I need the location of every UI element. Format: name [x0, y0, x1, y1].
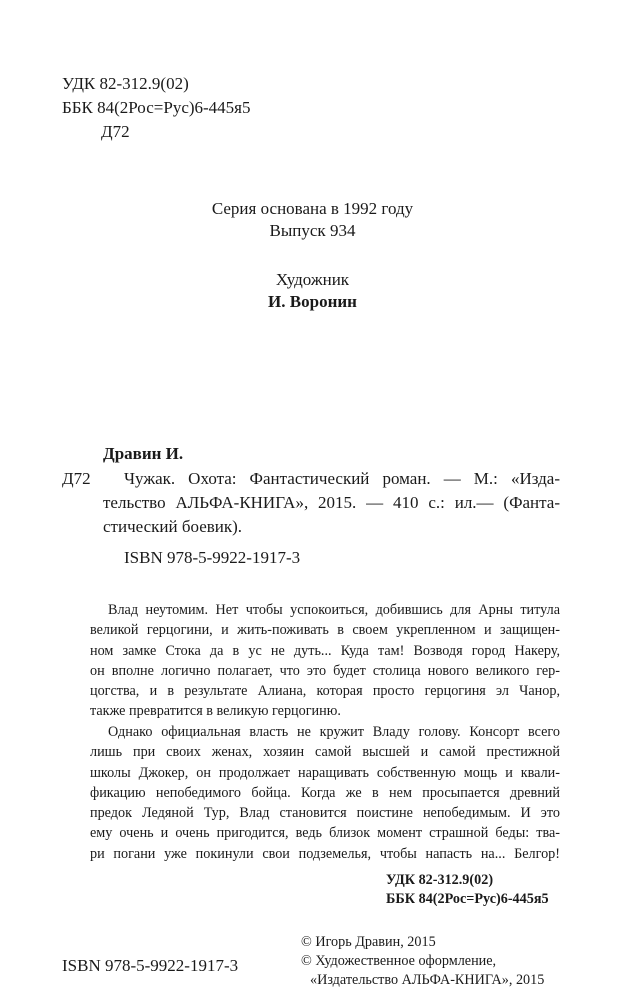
artist-name: И. Воронин [268, 292, 357, 311]
bottom-bbk: ББК 84(2Рос=Рус)6-445я5 [386, 891, 549, 907]
artist-label: Художник [275, 270, 350, 289]
annotation-line: фикацию непобедимого бойца. Когда же в нем просыпается древний [90, 784, 560, 801]
author-mark: Д72 [101, 122, 130, 141]
annotation-line: школы Джокер, он продолжает наращивать собственную мощь и квали- [90, 764, 560, 781]
bbk-code: ББК 84(2Рос=Рус)6-445я5 [62, 98, 251, 117]
copyright-publisher: «Издательство АЛЬФА-КНИГА», 2015 [310, 972, 545, 988]
udk-code: УДК 82-312.9(02) [62, 74, 189, 93]
annotation-line: также превратится в великую герцогиню. [90, 703, 341, 720]
annotation-line: лишь при своих женах, хозяин самой высшей и самой престижной [90, 744, 560, 761]
annotation-line: ему очень и очень пригодится, ведь близок момент страшной беды: тва- [90, 825, 560, 842]
bib-line-1: Чужак. Охота: Фантастический роман. — М.: «Изда- [124, 469, 560, 488]
annotation-line: великой герцогини, и жить-поживать в своем укрепленном и защищен- [90, 622, 560, 639]
footer-isbn: ISBN 978-5-9922-1917-3 [62, 956, 239, 975]
bib-author: Дравин И. [103, 444, 184, 463]
annotation-line: ном замке Стока да в ус не дуть... Куда там! Возводя город Накеру, [90, 642, 560, 659]
annotation-line: цогства, и в результате Алиана, которая просто герцогиня эл Чанор, [90, 683, 560, 700]
bib-isbn: ISBN 978-5-9922-1917-3 [124, 548, 301, 567]
annotation-line: ри погани уже покинули свои подземелья, чтобы напасть на... Белгор! [90, 845, 560, 862]
annotation-line: он вполне логично полагает, что это будет столица нового великого гер- [90, 662, 560, 679]
bib-code: Д72 [62, 469, 91, 488]
annotation-line: Однако официальная власть не кружит Владу голову. Консорт всего [108, 724, 560, 740]
series-founded: Серия основана в 1992 году [211, 199, 414, 218]
copyright-author: © Игорь Дравин, 2015 [301, 934, 436, 950]
annotation-paragraph-2 [90, 722, 560, 864]
series-issue: Выпуск 934 [269, 221, 356, 240]
bib-line-3: стический боевик). [103, 517, 243, 536]
annotation-line: предок Ледяной Тур, Влад становится поистине непобедимым. И это [90, 805, 560, 822]
bottom-udk: УДК 82-312.9(02) [386, 872, 494, 888]
bib-line-2: тельство АЛЬФА-КНИГА», 2015. — 410 с.: ил.— (Фанта- [103, 493, 560, 512]
annotation-line: Влад неутомим. Нет чтобы успокоиться, добившись для Арны титула [108, 602, 560, 618]
copyright-design: © Художественное оформление, [301, 953, 497, 969]
annotation-paragraph-1 [90, 600, 560, 722]
